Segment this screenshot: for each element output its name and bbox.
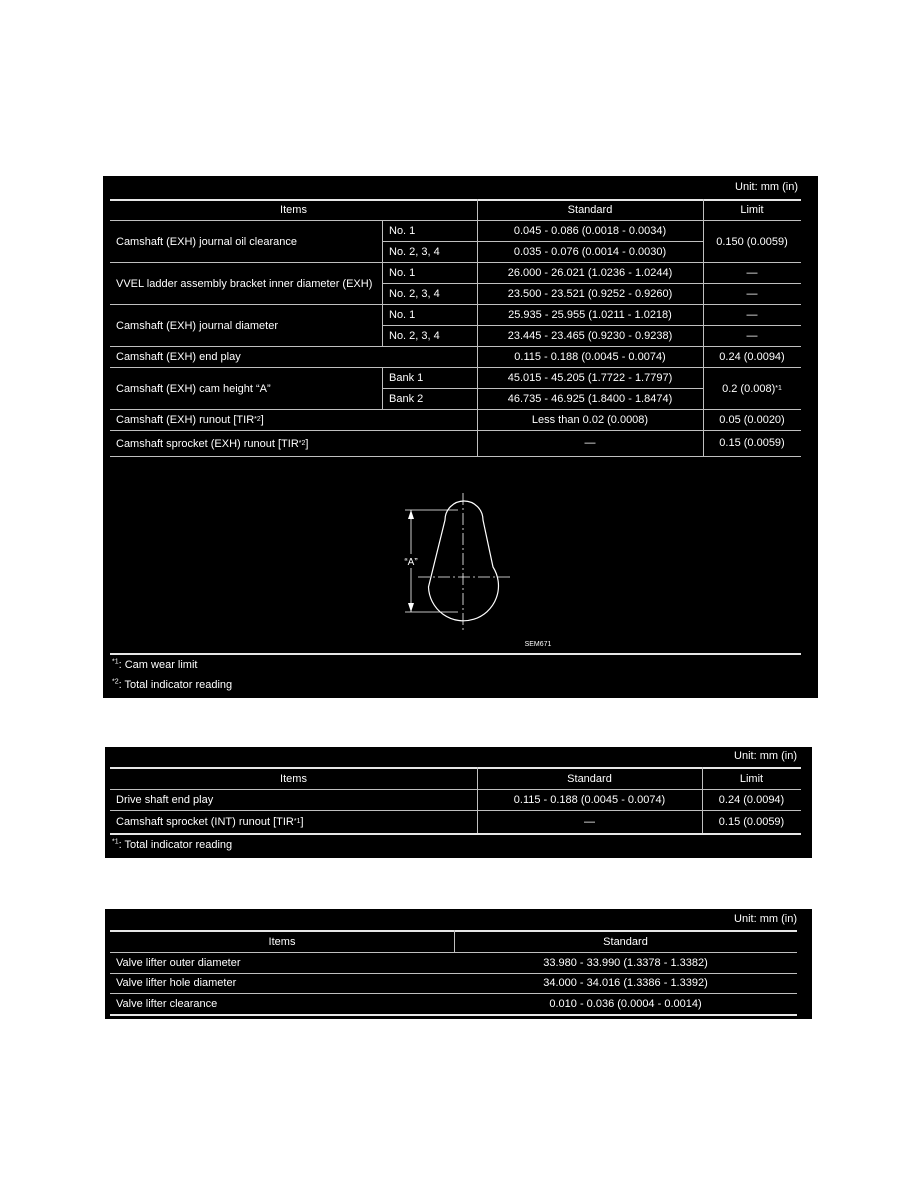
std-int-sprocket-runout: — <box>584 816 595 828</box>
footnote-2 <box>112 679 232 691</box>
std-runout: Less than 0.02 (0.0008) <box>531 414 649 426</box>
limit-int-sprocket-runout: 0.15 (0.0059) <box>718 816 785 828</box>
sub-no1: No. 1 <box>389 309 416 321</box>
unit-label: Unit: mm (in) <box>734 750 797 762</box>
header-limit: Limit <box>739 772 764 785</box>
footnote-mark: *1 <box>112 838 119 846</box>
limit-end-play: 0.24 (0.0094) <box>719 351 785 363</box>
valve-lifter-spec-table <box>105 909 812 1019</box>
sub-bank2: Bank 2 <box>389 393 424 405</box>
header-standard: Standard <box>567 772 612 785</box>
figure-code: SEM671 <box>524 640 552 648</box>
item-journal-oil-clearance: Camshaft (EXH) journal oil clearance <box>116 236 297 248</box>
item-int-sprocket-text: Camshaft sprocket (INT) runout [TIR <box>116 816 294 828</box>
unit-label: Unit: mm (in) <box>734 913 797 925</box>
bracket-close: ] <box>305 438 309 450</box>
footnote-divider <box>110 653 801 655</box>
std-cam-height-bank2: 46.735 - 46.925 (1.8400 - 1.8474) <box>507 393 673 405</box>
footnote-1 <box>112 839 232 851</box>
header-items: Items <box>268 935 296 948</box>
item-runout: Camshaft (EXH) runout [TIR *2 ] <box>116 414 264 426</box>
sub-no234: No. 2, 3, 4 <box>389 246 440 258</box>
item-drive-shaft-end-play: Drive shaft end play <box>116 794 214 806</box>
std-journal-clearance-no234: 0.035 - 0.076 (0.0014 - 0.0030) <box>513 246 667 258</box>
footnote-mark: *2 <box>112 678 119 686</box>
std-valve-lifter-clearance: 0.010 - 0.036 (0.0004 - 0.0014) <box>549 998 702 1010</box>
std-diameter-no1: 25.935 - 25.955 (1.0211 - 1.0218) <box>508 309 672 321</box>
footnote-1 <box>112 659 197 671</box>
limit-drive-shaft-end-play: 0.24 (0.0094) <box>718 794 785 806</box>
dimension-label-a: “A” <box>404 556 418 568</box>
footnote-text: : Total indicator reading <box>118 679 233 691</box>
sub-no234: No. 2, 3, 4 <box>389 288 440 300</box>
std-cam-height-bank1: 45.015 - 45.205 (1.7722 - 1.7797) <box>507 372 673 384</box>
limit-diameter-no1: — <box>746 309 758 321</box>
sub-no1: No. 1 <box>389 267 416 279</box>
sub-no1: No. 1 <box>389 225 416 237</box>
item-sprocket-runout-text: Camshaft sprocket (EXH) runout [TIR <box>116 438 299 450</box>
footnote-text: : Cam wear limit <box>118 659 198 671</box>
limit-cam-height: 0.2 (0.008) *1 <box>722 383 782 395</box>
std-end-play: 0.115 - 0.188 (0.0045 - 0.0074) <box>514 351 666 363</box>
item-runout-text: Camshaft (EXH) runout [TIR <box>116 414 255 426</box>
std-valve-lifter-hole-diameter: 34.000 - 34.016 (1.3386 - 1.3392) <box>543 977 708 989</box>
header-standard: Standard <box>567 204 613 216</box>
sub-no234: No. 2, 3, 4 <box>389 330 440 342</box>
limit-diameter-no234: — <box>746 330 758 342</box>
header-items: Items <box>280 204 307 216</box>
item-valve-lifter-outer-diameter: Valve lifter outer diameter <box>116 957 241 969</box>
header-items: Items <box>280 772 307 785</box>
footnote-mark: *1 <box>112 658 119 666</box>
item-sprocket-runout: Camshaft sprocket (EXH) runout [TIR *2 ] <box>116 438 309 450</box>
limit-runout: 0.05 (0.0020) <box>719 414 785 426</box>
sub-bank1: Bank 1 <box>389 372 424 384</box>
limit-vvel-no1: — <box>746 267 758 279</box>
header-standard: Standard <box>603 935 648 948</box>
std-vvel-no234: 23.500 - 23.521 (0.9252 - 0.9260) <box>507 288 673 300</box>
camshaft-exh-spec-table <box>103 176 818 698</box>
item-valve-lifter-clearance: Valve lifter clearance <box>116 998 218 1010</box>
std-drive-shaft-end-play: 0.115 - 0.188 (0.0045 - 0.0074) <box>513 794 666 806</box>
header-limit: Limit <box>740 204 764 216</box>
item-valve-lifter-hole-diameter: Valve lifter hole diameter <box>116 977 237 989</box>
std-sprocket-runout: — <box>584 437 596 449</box>
item-cam-height: Camshaft (EXH) cam height “A” <box>116 383 271 395</box>
std-diameter-no234: 23.445 - 23.465 (0.9230 - 0.9238) <box>507 330 673 342</box>
footnote-text: : Total indicator reading <box>118 839 233 851</box>
limit-journal-clearance: 0.150 (0.0059) <box>716 236 788 248</box>
cam-lobe-outline <box>429 501 499 621</box>
limit-vvel-no234: — <box>746 288 758 300</box>
limit-cam-height-value: 0.2 (0.008) <box>722 383 776 395</box>
limit-sprocket-runout: 0.15 (0.0059) <box>719 437 785 449</box>
item-vvel-bracket: VVEL ladder assembly bracket inner diameter (EXH) <box>116 278 373 290</box>
std-journal-clearance-no1: 0.045 - 0.086 (0.0018 - 0.0034) <box>513 225 667 237</box>
unit-label: Unit: mm (in) <box>735 181 798 193</box>
item-end-play: Camshaft (EXH) end play <box>116 351 241 363</box>
item-journal-diameter: Camshaft (EXH) journal diameter <box>116 320 279 332</box>
std-vvel-no1: 26.000 - 26.021 (1.0236 - 1.0244) <box>507 267 673 279</box>
drive-shaft-spec-table <box>105 747 812 858</box>
item-int-sprocket-runout: Camshaft sprocket (INT) runout [TIR *1 ] <box>116 816 304 828</box>
std-valve-lifter-outer-diameter: 33.980 - 33.990 (1.3378 - 1.3382) <box>543 957 708 969</box>
bracket-close: ] <box>260 414 264 426</box>
bracket-close: ] <box>300 816 304 828</box>
